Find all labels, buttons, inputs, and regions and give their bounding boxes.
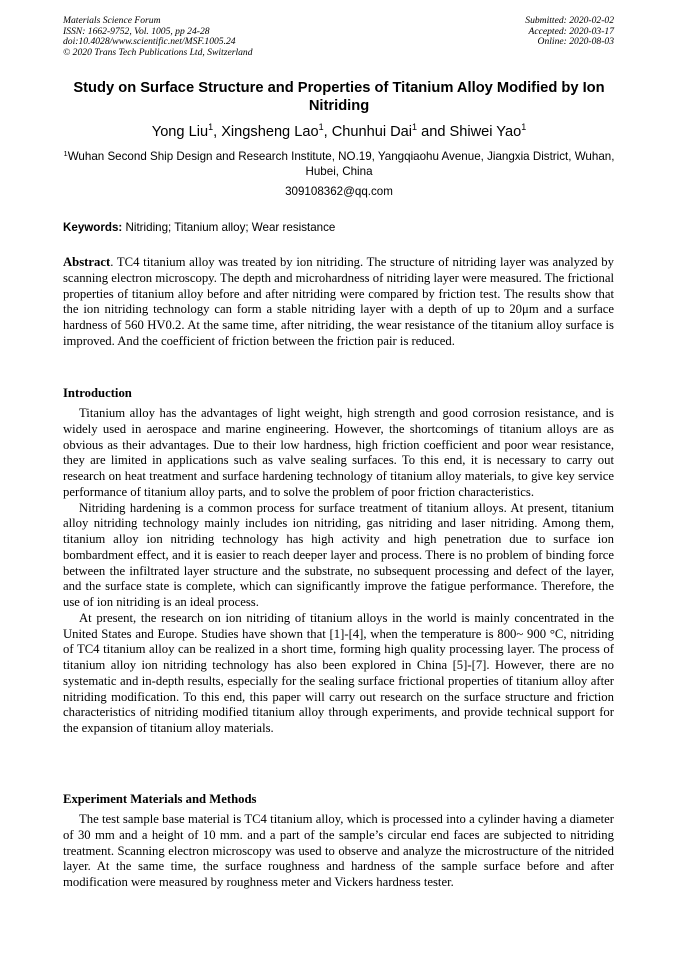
experiment-heading: Experiment Materials and Methods bbox=[63, 792, 257, 806]
author-name: Xingsheng Lao bbox=[221, 124, 319, 140]
affiliation bbox=[63, 149, 615, 179]
author-separator: , bbox=[323, 124, 332, 140]
keywords-text: Nitriding; Titanium alloy; Wear resistance bbox=[125, 221, 336, 234]
author-email: 309108362@qq.com bbox=[285, 185, 393, 198]
experiment-body bbox=[63, 812, 614, 891]
journal-doi: doi:10.4028/www.scientific.net/MSF.1005.24 bbox=[63, 36, 236, 48]
paragraph: The test sample base material is TC4 titanium alloy, which is processed into a cylinder having a diameter of 30 mm and a height of 10 mm. and a part of the sample’s circular end faces are subjected to nitriding treatment. Scanning electron microscopy was used to observe and analyze the microstructure of the nitrided layer. At the same time, the surface roughness and hardness of the sample surface before and after modification were measured by roughness meter and Vickers hardness tester. bbox=[63, 812, 614, 889]
author-affiliation-mark: 1 bbox=[318, 122, 324, 132]
author-separator: , bbox=[213, 124, 222, 140]
abstract-text: . TC4 titanium alloy was treated by ion nitriding. The structure of nitriding layer was analyzed by scanning electron microscopy. The depth and microhardness of nitriding layer were measured. The frictional properties of titanium alloy before and after nitriding were compared by friction test. The results show that the ion nitriding technology can form a stable nitriding layer with a depth of up to 20μm and a surface hardness of 560 HV0.2. At the same time, after nitriding, the wear resistance of the titanium alloy surface is improved. And the coefficient of friction between the friction pair is reduced. bbox=[63, 255, 614, 348]
author-affiliation-mark: 1 bbox=[412, 122, 418, 132]
author-name: Yong Liu bbox=[151, 124, 209, 140]
paragraph: At present, the research on ion nitriding of titanium alloys in the world is mainly concentrated in the United States and Europe. Studies have shown that [1]-[4], when the temperature is 800~ 900 °C, nitriding of TC4 titanium alloy can be realized in a short time, forming high quality processing layer. The process of titanium alloy ion nitriding technology has also been explored in China [5]-[7]. However, there are no systematic and in-depth results, especially for the sealing surface frictional properties of titanium alloy after nitriding modification. To this end, this paper will carry out research on the surface structure and friction characteristics of nitriding modified titanium alloy through experiments, and provide technical support for the expansion of titanium alloy materials. bbox=[63, 610, 614, 735]
journal-copyright: © 2020 Trans Tech Publications Ltd, Switzerland bbox=[63, 46, 253, 58]
introduction-body bbox=[63, 406, 614, 737]
introduction-heading: Introduction bbox=[63, 386, 132, 400]
abstract bbox=[63, 255, 614, 350]
journal-header-left bbox=[63, 16, 253, 58]
keywords bbox=[63, 220, 623, 235]
paragraph: Titanium alloy has the advantages of light weight, high strength and good corrosion resistance, and is widely used in aerospace and marine engineering. However, the shortcomings of titanium alloys are as obvious as their advantages. Due to their low hardness, high friction coefficient and poor wear resistance, they are limited in applications such as valve sealing surfaces. To this end, it is necessary to carry out research on heat treatment and surface hardening technology of titanium alloy materials, to give key service performance of titanium alloy parts, and to solve the problem of poor friction characteristics. bbox=[63, 406, 614, 499]
keywords-label: Keywords: bbox=[63, 221, 123, 234]
author-list bbox=[63, 123, 615, 141]
journal-issn: ISSN: 1662-9752, Vol. 1005, pp 24-28 bbox=[63, 25, 210, 37]
journal-name: Materials Science Forum bbox=[63, 15, 161, 26]
author-name: Shiwei Yao bbox=[449, 124, 522, 140]
affiliation-mark: 1 bbox=[63, 149, 68, 158]
author-name: Chunhui Dai bbox=[331, 124, 413, 140]
affiliation-text: Wuhan Second Ship Design and Research Institute, NO.19, Yangqiaohu Avenue, Jiangxia District, Wuhan, Hubei, China bbox=[67, 150, 615, 178]
author-affiliation-mark: 1 bbox=[521, 122, 527, 132]
author-separator: and bbox=[417, 124, 450, 140]
accepted-date: Accepted: 2020-03-17 bbox=[528, 25, 614, 37]
author-affiliation-mark: 1 bbox=[208, 122, 214, 132]
submitted-date: Submitted: 2020-02-02 bbox=[525, 15, 614, 26]
abstract-label: Abstract bbox=[63, 255, 111, 269]
journal-header-right bbox=[525, 16, 614, 48]
online-date: Online: 2020-08-03 bbox=[537, 36, 614, 48]
paragraph: Nitriding hardening is a common process for surface treatment of titanium alloys. At present, titanium alloy nitriding technology mainly includes ion nitriding, gas nitriding and laser nitriding. Among them, titanium alloy ion nitriding technology has high activity and high penetration due to surface ion bombardment effect, and it is easier to reach deeper layer and process. There is no problem of binding force between the infiltrated layer structure and the substrate, no subsequent processing and defect of the layer, and the surface state is complete, which can significantly improve the fatigue performance. Therefore, the use of ion nitriding is an ideal process. bbox=[63, 500, 614, 609]
paper-title: Study on Surface Structure and Properties of Titanium Alloy Modified by Ion Nitriding bbox=[73, 80, 605, 114]
